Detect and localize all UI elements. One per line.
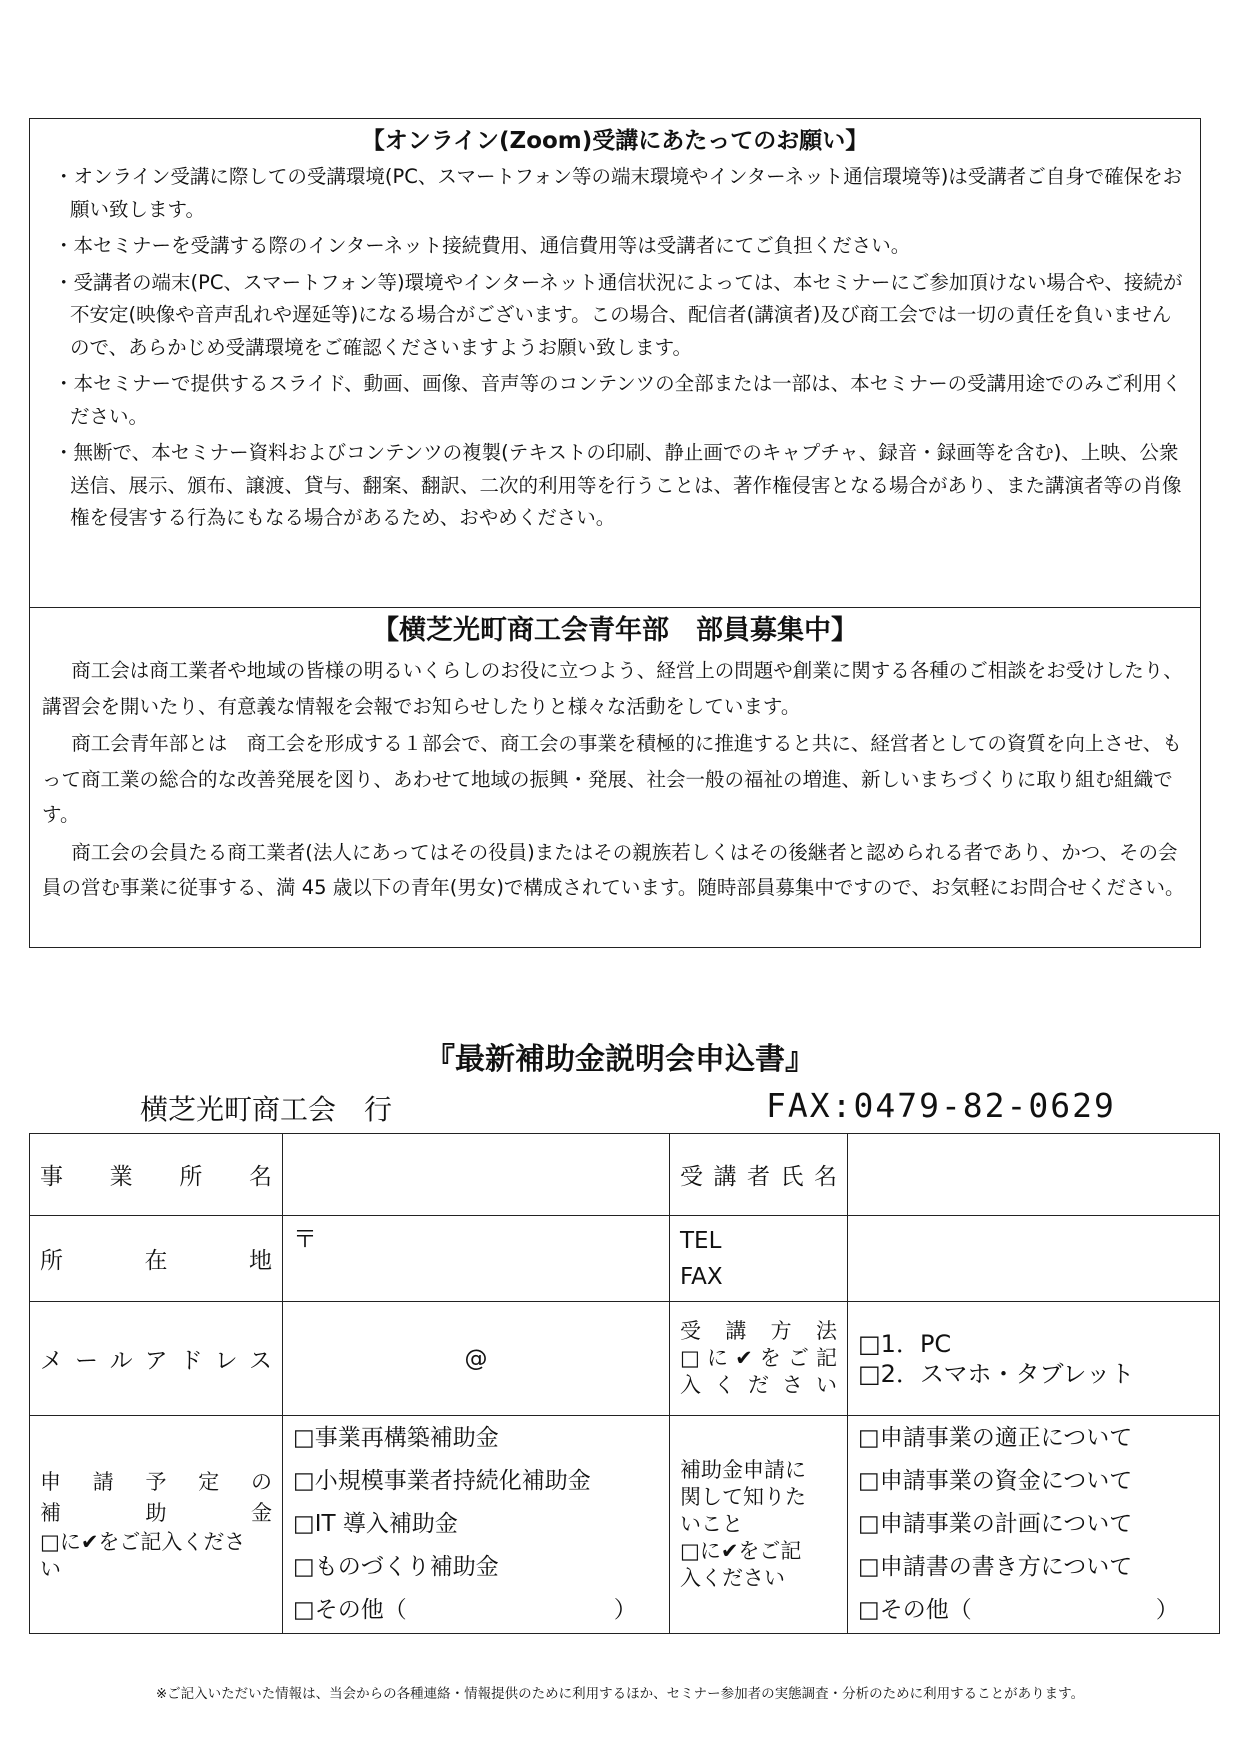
wish-option[interactable]: □申請事業の適正について [858, 1425, 1133, 1451]
form-title: 『最新補助金説明会申込書』 [425, 1042, 815, 1077]
subsidy-label-line: 申請予定の [40, 1469, 272, 1494]
address-label: 所在地 [30, 1216, 283, 1302]
wish-label-line: □に✔をご記 [680, 1539, 802, 1563]
wish-label [670, 1416, 848, 1634]
subsidy-option[interactable]: □IT 導入補助金 [293, 1511, 458, 1537]
wish-label-line: いこと [680, 1512, 743, 1536]
wish-label-line: 入ください [680, 1566, 785, 1590]
method-label-line: □に✔をご記 [680, 1346, 837, 1370]
email-at-sign: @ [464, 1345, 488, 1372]
method-label [670, 1302, 848, 1416]
subsidy-label-line: い [40, 1556, 61, 1581]
attendee-name-field[interactable] [848, 1134, 1220, 1216]
wish-label-line: 補助金申請に [680, 1458, 806, 1482]
email-label: メールアドレス [30, 1302, 283, 1416]
notice-box [29, 118, 1201, 948]
subsidy-label [30, 1416, 283, 1634]
form-recipient: 横芝光町商工会 行 [140, 1093, 393, 1126]
tel-label: TEL [680, 1227, 722, 1254]
notice-item: ・受講者の端末(PC、スマートフォン等)環境やインターネット通信状況によっては、本セミナーにご参加頂けない場合や、接続が不安定(映像や音声乱れや遅延等)になる場合がございます。この場合、配信者(講演者)及び商工会では一切の責任を負いませんので、あらかじめ受講環境をご確認くださいますようお願い致します。 [54, 270, 1183, 359]
address-field[interactable] [283, 1216, 670, 1302]
form-row [30, 1134, 1220, 1216]
wish-option-other[interactable]: □その他（ ） [858, 1597, 1179, 1623]
attendee-name-label: 受講者氏名 [670, 1134, 848, 1216]
subsidy-options [283, 1416, 670, 1634]
wish-option[interactable]: □申請事業の計画について [858, 1511, 1133, 1537]
subsidy-option[interactable]: □ものづくり補助金 [293, 1554, 499, 1580]
method-label-line: 受講方法 [680, 1319, 837, 1343]
online-notice-list [54, 161, 1188, 539]
subsidy-label-line: □に✔をご記入くださ [40, 1529, 246, 1554]
business-name-label: 事業所名 [30, 1134, 283, 1216]
section-divider [30, 607, 1200, 608]
youth-paragraph: 商工会の会員たる商工業者(法人にあってはその役員)またはその親族若しくはその後継者と認められる者であり、かつ、その会員の営む事業に従事する、満 45 歳以下の青年(男女)で構成されています。随時部員募集中ですので、お気軽にお問合せください。 [42, 840, 1185, 899]
method-option-smartphone[interactable]: □2．スマホ・タブレット [858, 1359, 1135, 1388]
notice-item: ・本セミナーを受講する際のインターネット接続費用、通信費用等は受講者にてご負担ください。 [54, 234, 911, 257]
notice-item: ・本セミナーで提供するスライド、動画、画像、音声等のコンテンツの全部または一部は、本セミナーの受講用途でのみご利用ください。 [54, 372, 1182, 428]
online-notice-title: 【オンライン(Zoom)受講にあたってのお願い】 [361, 128, 869, 154]
youth-paragraph: 商工会青年部とは 商工会を形成する１部会で、商工会の事業を積極的に推進すると共に、経営者としての資質を向上させ、もって商工業の総合的な改善発展を図り、あわせて地域の振興・発展、社会一般の福祉の増進、新しいまちづくりに取り組む組織です。 [42, 732, 1182, 826]
wish-option[interactable]: □申請書の書き方について [858, 1554, 1133, 1580]
notice-item: ・無断で、本セミナー資料およびコンテンツの複製(テキストの印刷、静止画でのキャプチャ、録音・録画等を含む)、上映、公衆送信、展示、頒布、譲渡、貸与、翻案、翻訳、二次的利用等を行うことは、著作権侵害となる場合があり、また講演者等の肖像権を侵害する行為にもなる場合があるため、おやめください。 [54, 441, 1182, 529]
wish-label-line: 関して知りた [680, 1485, 806, 1509]
fax-number: FAX:0479-82-0629 [766, 1086, 1116, 1125]
subsidy-option[interactable]: □事業再構築補助金 [293, 1425, 499, 1451]
youth-paragraph: 商工会は商工業者や地域の皆様の明るいくらしのお役に立つよう、経営上の問題や創業に関する各種のご相談をお受けしたり、講習会を開いたり、有意義な情報を会報でお知らせしたりと様々な活動をしています。 [42, 659, 1183, 718]
email-field[interactable] [283, 1302, 670, 1416]
subsidy-option-other[interactable]: □その他（ ） [293, 1597, 637, 1623]
youth-recruit-body [42, 653, 1188, 908]
method-label-line: 入ください [680, 1373, 837, 1397]
tel-fax-label [670, 1216, 848, 1302]
subsidy-option[interactable]: □小規模事業者持続化補助金 [293, 1468, 591, 1494]
notice-item: ・オンライン受講に際しての受講環境(PC、スマートフォン等の端末環境やインターネット通信環境等)は受講者ご自身で確保をお願い致します。 [54, 165, 1183, 221]
subsidy-label-line: 補助金 [40, 1500, 272, 1525]
privacy-footnote: ※ご記入いただいた情報は、当会からの各種連絡・情報提供のために利用するほか、セミナー参加者の実態調査・分析のために利用することがあります。 [155, 1686, 1085, 1702]
wish-options [848, 1416, 1220, 1634]
wish-option[interactable]: □申請事業の資金について [858, 1468, 1133, 1494]
postal-mark: 〒 [293, 1225, 317, 1253]
form-row [30, 1216, 1220, 1302]
youth-recruit-title: 【横芝光町商工会青年部 部員募集中】 [372, 615, 858, 646]
business-name-field[interactable] [283, 1134, 670, 1216]
method-options [848, 1302, 1220, 1416]
method-option-pc[interactable]: □1．PC [858, 1329, 952, 1358]
application-form-table [29, 1133, 1220, 1634]
form-row [30, 1416, 1220, 1634]
tel-fax-field[interactable] [848, 1216, 1220, 1302]
fax-label: FAX [680, 1263, 723, 1290]
form-row [30, 1302, 1220, 1416]
